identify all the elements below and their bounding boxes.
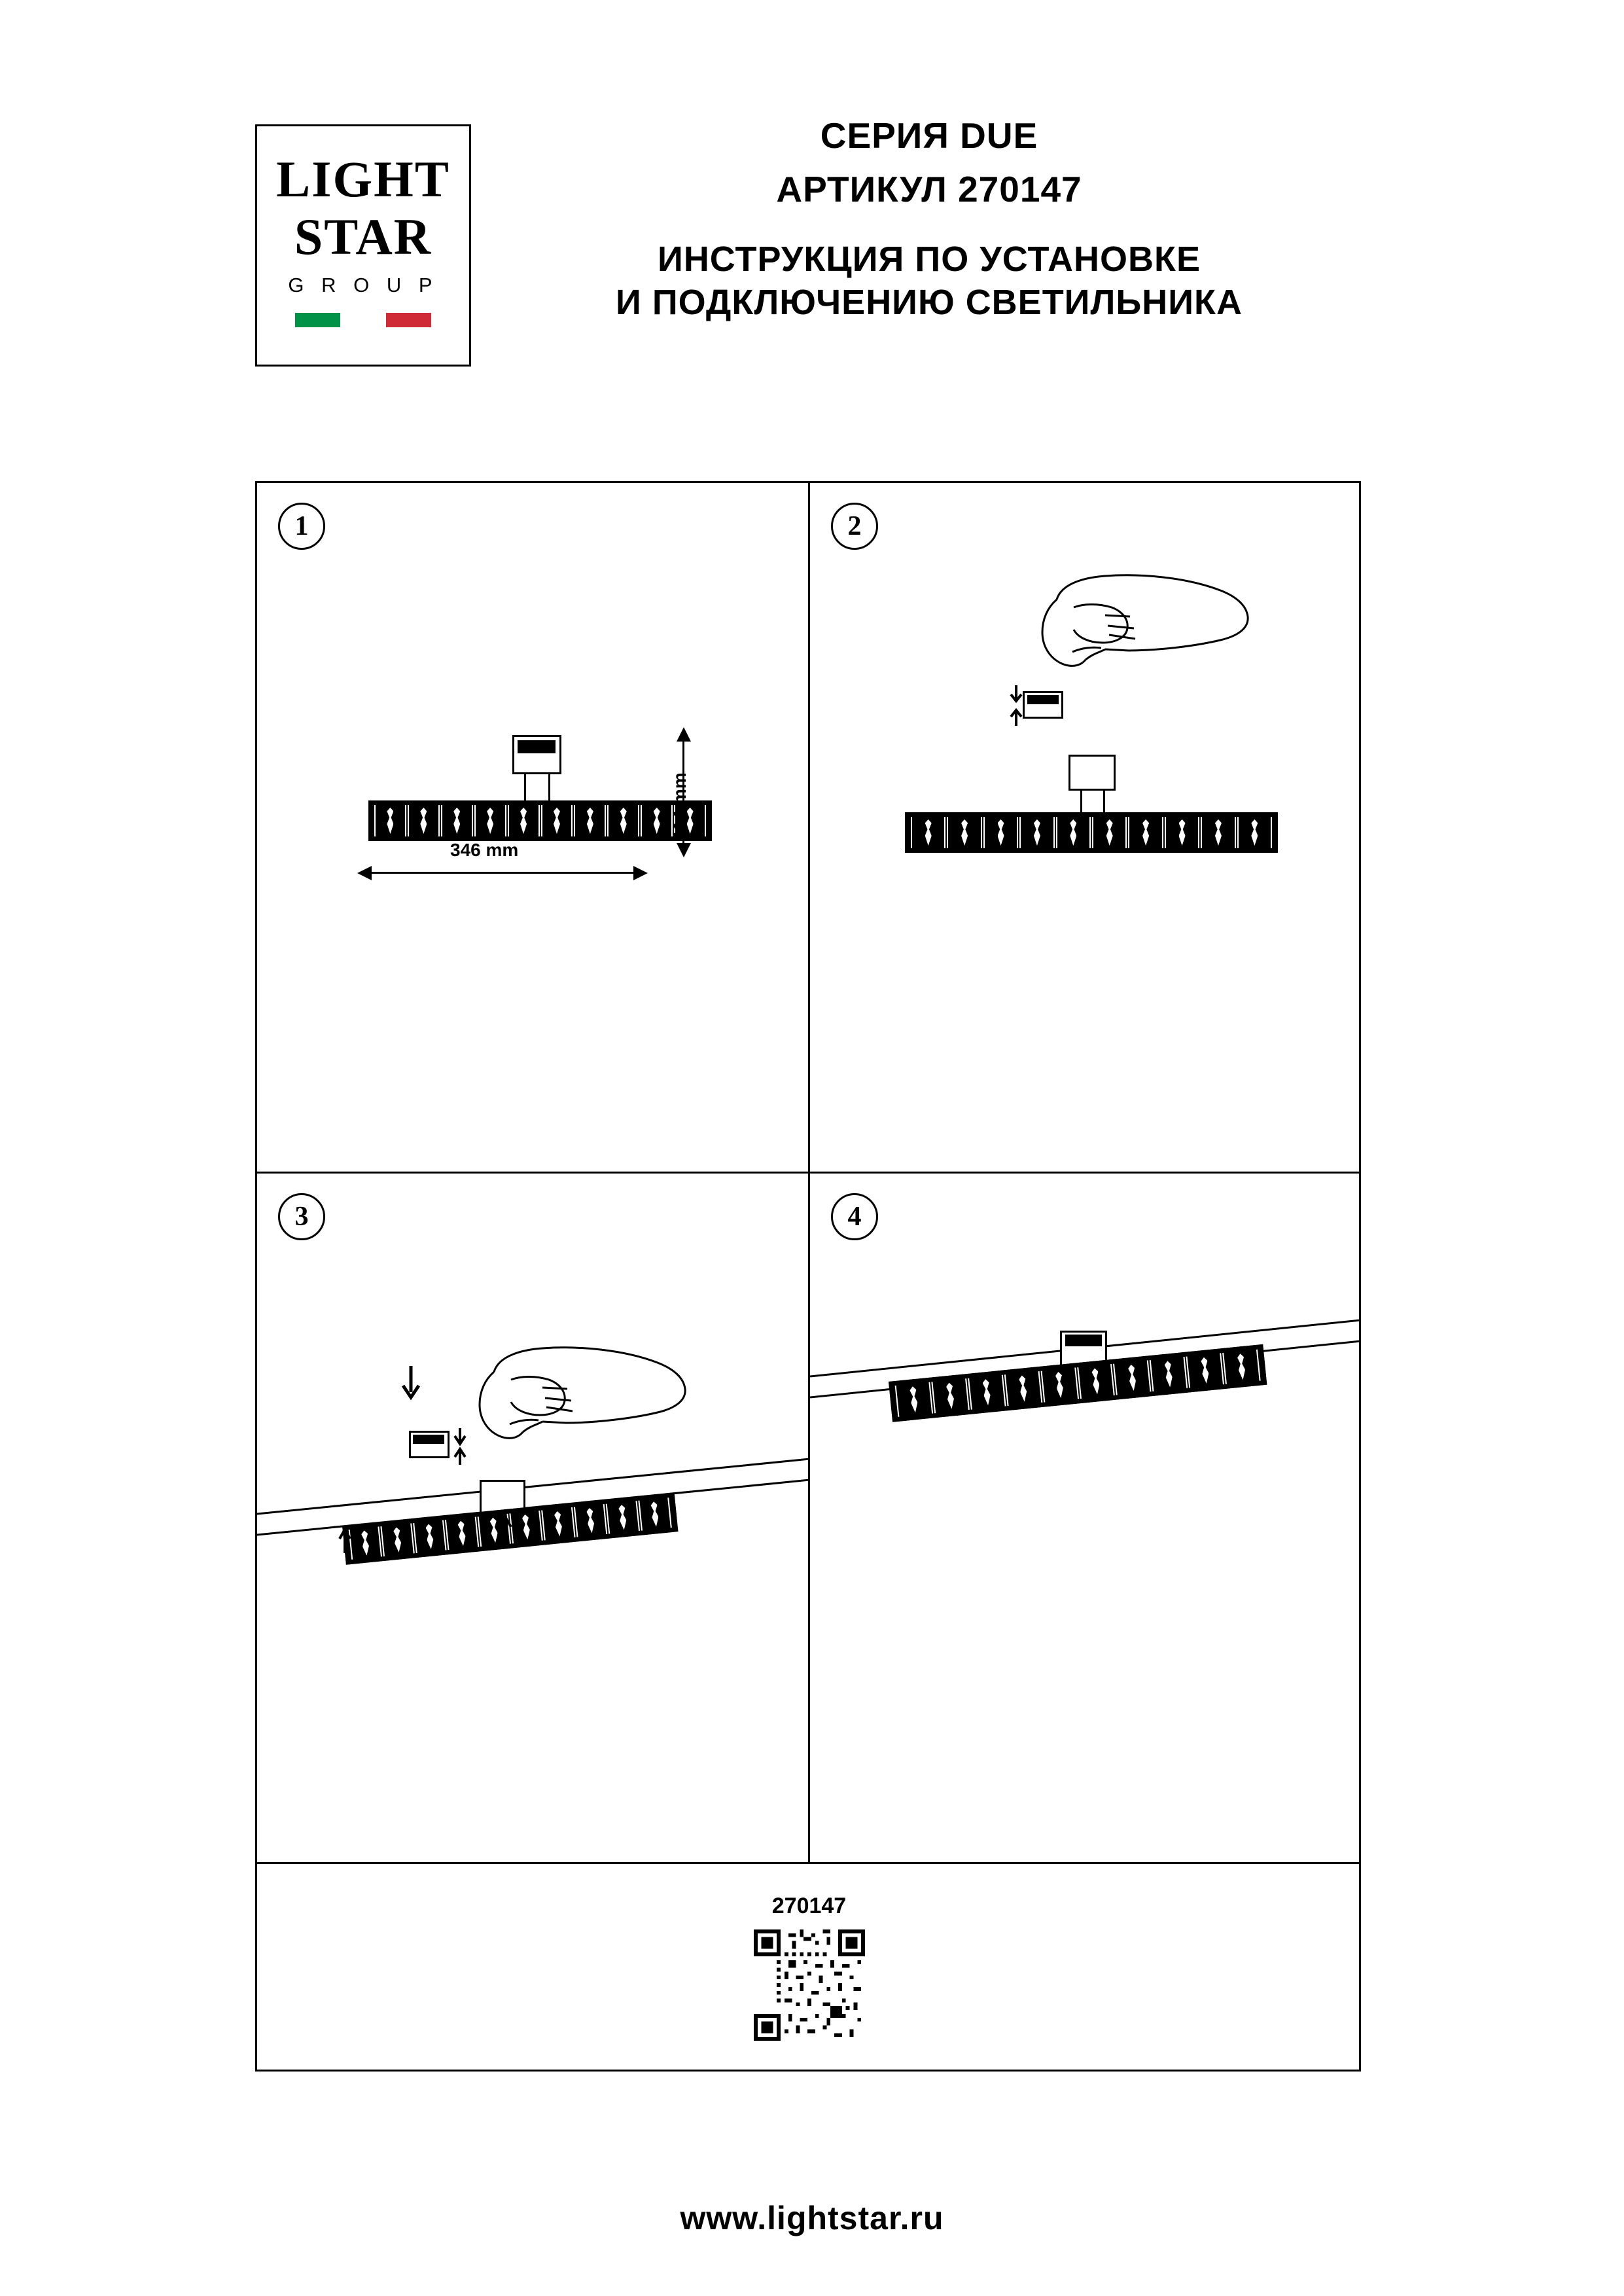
step-2-number: 2 — [831, 503, 878, 550]
luminaire-cell — [508, 805, 540, 836]
italian-flag-icon — [295, 313, 431, 327]
logo-line-star: STAR — [294, 208, 432, 265]
luminaire-cell — [1165, 817, 1199, 848]
step-4-panel — [810, 1174, 1361, 1864]
luminaire-cell — [541, 805, 573, 836]
product-code-panel — [257, 1864, 1361, 2070]
logo-line-group: G R O U P — [288, 274, 438, 296]
luminaire-cell — [574, 805, 606, 836]
luminaire-cell — [1004, 1371, 1042, 1406]
luminaire-body — [905, 812, 1278, 853]
instruction-panels — [255, 481, 1361, 2072]
luminaire-cell — [1201, 817, 1235, 848]
luminaire-cell — [911, 817, 945, 848]
instruction-title-line-2: И ПОДКЛЮЧЕНИЮ СВЕТИЛЬНИКА — [616, 283, 1243, 322]
step-4-fixture — [882, 1331, 1275, 1462]
instruction-title-line-1: ИНСТРУКЦИЯ ПО УСТАНОВКЕ — [658, 240, 1201, 279]
series-label: СЕРИЯ DUE — [820, 115, 1038, 156]
connector-stem — [1080, 791, 1105, 814]
article-label: АРТИКУЛ 270147 — [776, 169, 1082, 209]
luminaire-cell — [1150, 1357, 1188, 1391]
luminaire-cell — [931, 1378, 969, 1413]
brand-logo — [255, 124, 471, 367]
connector-contact — [518, 740, 556, 753]
height-dimension-label: 114 mm — [669, 772, 690, 840]
luminaire-cell — [947, 817, 981, 848]
luminaire-cell — [1113, 1360, 1151, 1395]
connector-stem — [524, 774, 550, 802]
connector-contact — [1065, 1335, 1102, 1346]
luminaire-cell — [1019, 817, 1054, 848]
luminaire-cell — [1186, 1353, 1224, 1388]
step-4-number: 4 — [831, 1193, 878, 1240]
step-3-number: 3 — [278, 1193, 325, 1240]
luminaire-cell — [408, 805, 440, 836]
qr-code-icon — [754, 1929, 865, 2041]
luminaire-cell — [574, 1504, 608, 1537]
up-arrows-icon — [336, 1501, 552, 1560]
luminaire-cell — [1040, 1368, 1078, 1403]
luminaire-body — [368, 800, 712, 841]
step-1-panel — [257, 483, 810, 1174]
insert-arrows — [997, 683, 1036, 728]
luminaire-cell — [1222, 1350, 1260, 1384]
width-dimension-label: 346 mm — [450, 840, 519, 860]
luminaire-cell — [474, 805, 506, 836]
luminaire-cell — [1077, 1364, 1115, 1399]
step-3-panel — [257, 1174, 810, 1864]
step-2-panel — [810, 483, 1361, 1174]
logo-line-light: LIGHT — [276, 151, 450, 207]
down-arrow-icon — [398, 1363, 424, 1409]
luminaire-cell — [1092, 817, 1127, 848]
luminaire-cell — [441, 805, 473, 836]
product-code: 270147 — [771, 1893, 847, 1918]
luminaire-cell — [374, 805, 406, 836]
luminaire-cell — [641, 805, 673, 836]
luminaire-cell — [1237, 817, 1272, 848]
header-text-block — [491, 115, 1368, 324]
track-connector — [1068, 755, 1116, 791]
luminaire-cell — [606, 1501, 640, 1534]
step-1-number: 1 — [278, 503, 325, 550]
luminaire-cell — [1056, 817, 1091, 848]
luminaire-cell — [895, 1382, 933, 1417]
document-header — [255, 115, 1368, 389]
luminaire-cell — [638, 1498, 672, 1530]
luminaire-cell — [607, 805, 639, 836]
website-footer: www.lightstar.ru — [680, 2200, 944, 2236]
step-2-fixture — [892, 755, 1297, 872]
luminaire-cell — [983, 817, 1018, 848]
luminaire-cell — [1128, 817, 1163, 848]
luminaire-cell — [968, 1375, 1006, 1410]
